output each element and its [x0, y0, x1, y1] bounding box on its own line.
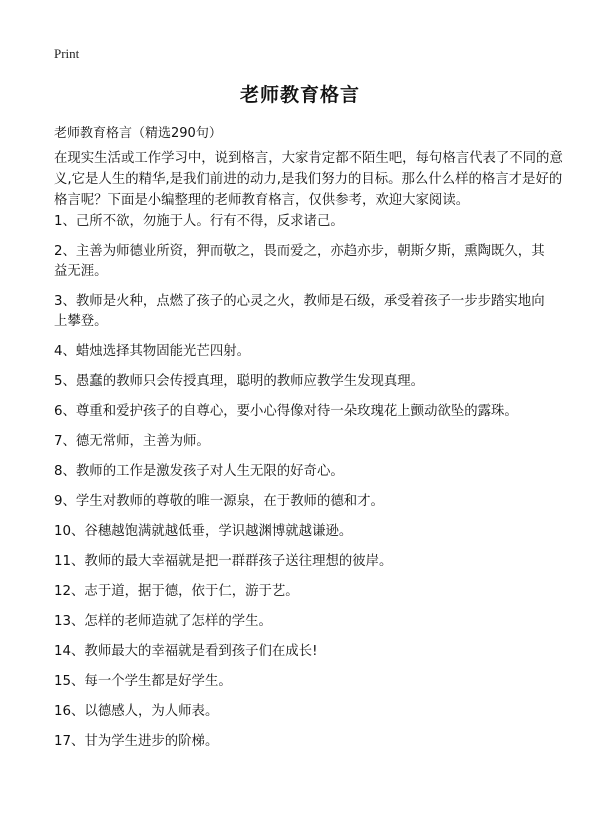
quote-item: 17、甘为学生进步的阶梯。: [54, 734, 219, 749]
document-subtitle: 老师教育格言（精选290句）: [54, 126, 222, 141]
quote-item: 13、怎样的老师造就了怎样的学生。: [54, 614, 272, 629]
quote-item: 4、蜡烛选择其物固能光芒四射。: [54, 344, 250, 359]
quote-list: [54, 212, 554, 762]
quote-item: 3、教师是火种，点燃了孩子的心灵之火，教师是石级，承受着孩子一步步踏实地向上攀登。: [54, 294, 545, 329]
quote-item: 11、教师的最大幸福就是把一群群孩子送往理想的彼岸。: [54, 554, 393, 569]
page-title: 老师教育格言: [239, 84, 360, 106]
print-link[interactable]: Print: [54, 46, 80, 61]
quote-item: 5、愚蠢的教师只会传授真理，聪明的教师应教学生发现真理。: [54, 374, 425, 389]
quote-item: 15、每一个学生都是好学生。: [54, 674, 232, 689]
intro-paragraph: 在现实生活或工作学习中，说到格言，大家肯定都不陌生吧，每句格言代表了不同的意义,它是人生的精华,是我们前进的动力,是我们努力的目标。那么什么样的格言才是好的格言呢？下面是小编整理的老师教育格言，仅供参考，欢迎大家阅读。: [54, 151, 563, 208]
quote-item: 7、德无常师，主善为师。: [54, 434, 210, 449]
quote-item: 14、教师最大的幸福就是看到孩子们在成长!: [54, 644, 318, 659]
quote-item: 2、主善为师德业所资，狎而敬之，畏而爱之，亦趋亦步，朝斯夕斯，熏陶既久，其益无涯。: [54, 244, 545, 279]
quote-item: 16、以德感人，为人师表。: [54, 704, 219, 719]
quote-item: 10、谷穗越饱满就越低垂，学识越渊博就越谦逊。: [54, 524, 353, 539]
quote-item: 1、己所不欲，勿施于人。行有不得，反求诸己。: [54, 214, 344, 229]
quote-item: 8、教师的工作是激发孩子对人生无限的好奇心。: [54, 464, 344, 479]
quote-item: 12、志于道，据于德，依于仁，游于艺。: [54, 584, 299, 599]
quote-item: 6、尊重和爱护孩子的自尊心，要小心得像对待一朵玫瑰花上颤动欲坠的露珠。: [54, 404, 518, 419]
quote-item: 9、学生对教师的尊敬的唯一源泉，在于教师的德和才。: [54, 494, 384, 509]
